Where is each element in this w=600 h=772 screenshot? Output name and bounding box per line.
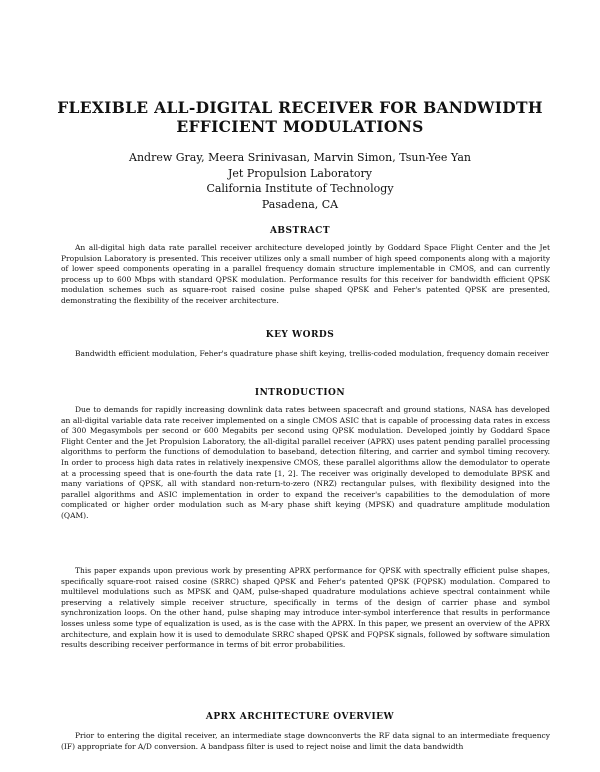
architecture-paragraph-1: Prior to entering the digital receiver, an intermediate stage downconverts the RF data signal to an intermediate frequency (IF) appropriate for A/D conversion. A bandpass filter is used to reject noise and limit the data bandwidth bbox=[61, 731, 550, 751]
paper-title bbox=[40, 98, 560, 136]
author-names: Andrew Gray, Meera Srinivasan, Marvin Simon, Tsun-Yee Yan bbox=[129, 151, 471, 164]
affiliation-line-3: Pasadena, CA bbox=[261, 197, 339, 211]
introduction-paragraph-1: Due to demands for rapidly increasing downlink data rates between spacecraft and ground stations, NASA has developed an all-digital variable data rate receiver implemented on a single CMOS ASIC that is capable of processing data rates in excess of 300 Megasymbols per second or 600 Megabits per second using QPSK modulation. Developed jointly by Goddard Space Flight Center and the Jet Propulsion Laboratory, the all-digital parallel receiver (APRX) uses patent pending parallel processing algorithms to perform the functions of demodulation to baseband, detection filtering, and carrier and symbol timing recovery. In order to process high data rates in relatively inexpensive CMOS, these parallel algorithms allow the demodulator to operate at a processing speed that is one-fourth the data rate [1, 2]. The receiver was originally developed to demodulate BPSK and many variations of QPSK, all with standard non-return-to-zero (NRZ) rectangular pulses, with flexibility designed into the parallel algorithms and ASIC implementation in order to expand the receiver's capabilities to the demodulation of more complicated or higher order modulation such as M-ary phase shift keying (MPSK) and quadrature amplitude modulation (QAM). bbox=[61, 405, 550, 520]
title-line-1: FLEXIBLE ALL-DIGITAL RECEIVER FOR BANDWIDTH bbox=[57, 98, 543, 117]
architecture-heading: APRX ARCHITECTURE OVERVIEW bbox=[205, 712, 395, 722]
introduction-paragraph-2: This paper expands upon previous work by presenting APRX performance for QPSK with spectrally efficient pulse shapes, specifically square-root raised cosine (SRRC) shaped QPSK and Feher's patented QPSK (FQPSK) modulation. Compared to multilevel modulations such as MPSK and QAM, pulse-shaped quadrature modulations achieve spectral containment while preserving a relatively simple receiver structure, specifically in terms of the design of carrier phase and symbol synchronization loops. On the other hand, pulse shaping may introduce inter-symbol interference that results in performance losses unless some type of equalization is used, as is the case with the APRX. In this paper, we present an overview of the APRX architecture, and explain how it is used to demodulate SRRC shaped QPSK and FQPSK signals, followed by software simulation results describing receiver performance in terms of bit error probabilities. bbox=[61, 566, 550, 650]
title-line-2: EFFICIENT MODULATIONS bbox=[176, 117, 424, 136]
abstract-text: An all-digital high data rate parallel receiver architecture developed jointly by Goddard Space Flight Center and the Jet Propulsion Laboratory is presented. This receiver utilizes only a small number of high speed components along with a majority of lower speed components operating in a parallel frequency domain structure implementable in CMOS, and can currently process up to 600 Mbps with standard QPSK modulation. Performance results for this receiver for bandwidth efficient QPSK modulation schemes such as square-root raised cosine pulse shaped QPSK and Feher's patented QPSK are presented, demonstrating the flexibility of the receiver architecture. bbox=[61, 243, 550, 305]
affiliation-line-1: Jet Propulsion Laboratory bbox=[228, 166, 372, 180]
keywords-heading: KEY WORDS bbox=[265, 330, 335, 340]
abstract-heading: ABSTRACT bbox=[269, 226, 331, 236]
affiliation-line-2: California Institute of Technology bbox=[206, 182, 394, 195]
keywords-text: Bandwidth efficient modulation, Feher's quadrature phase shift keying, trellis-coded modulation, frequency domain receiver bbox=[75, 349, 549, 358]
introduction-heading: INTRODUCTION bbox=[254, 388, 346, 398]
author-block bbox=[40, 150, 560, 212]
